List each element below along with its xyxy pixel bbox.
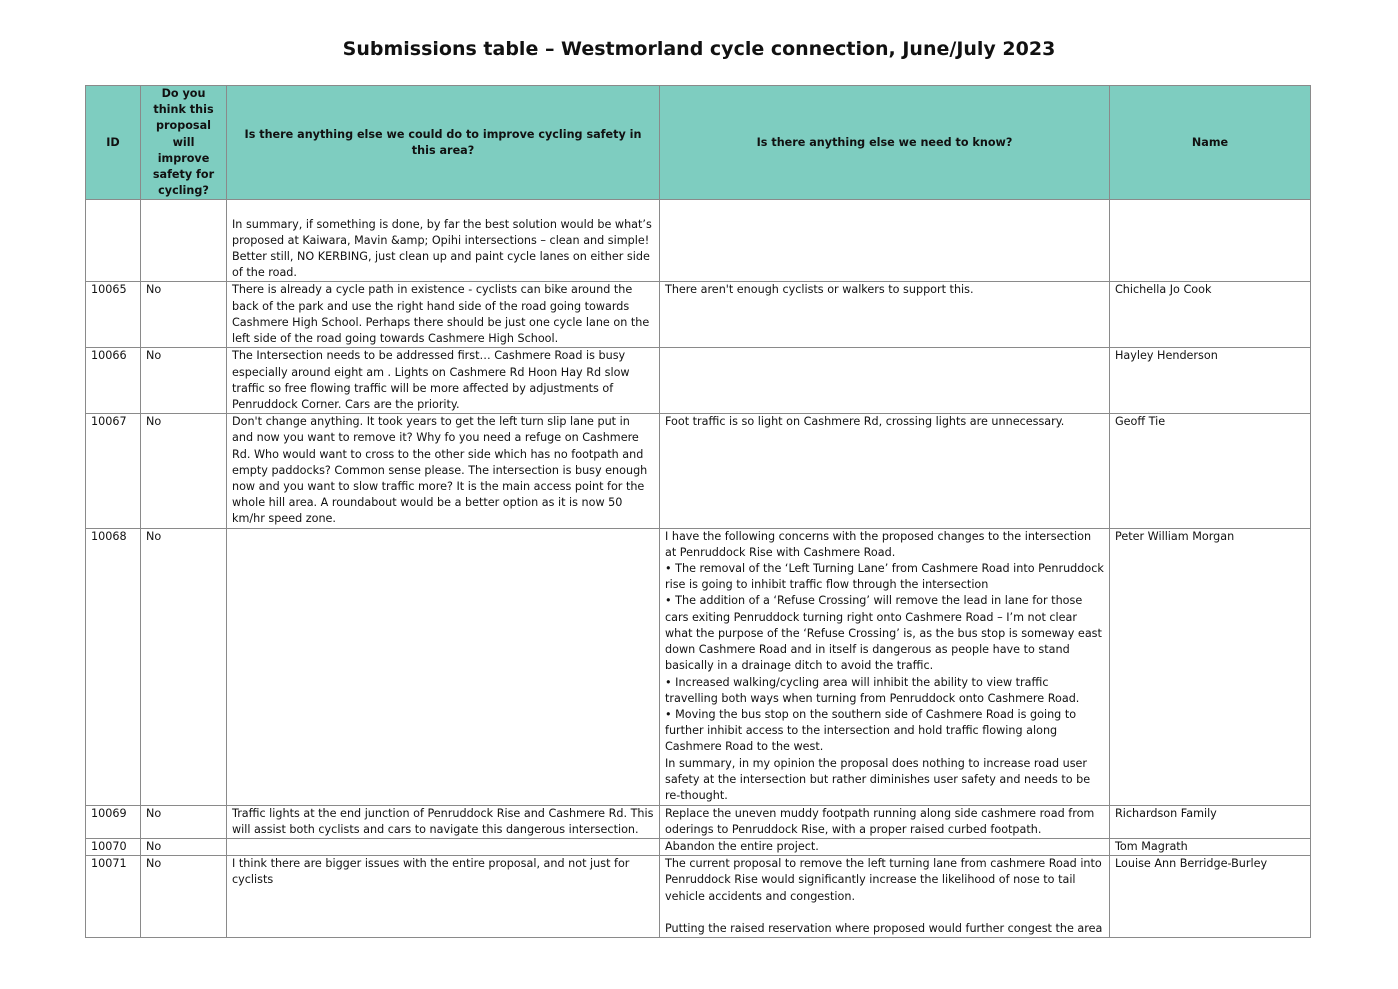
cell-improve-safety: No [141, 805, 227, 838]
cell-name: Peter William Morgan [1110, 528, 1311, 805]
table-row [86, 856, 1311, 938]
table-row [86, 414, 1311, 528]
cell-id: 10071 [86, 856, 141, 938]
cell-improve-cycling: There is already a cycle path in existence - cyclists can bike around the back of the park and use the right hand side of the road going towards Cashmere High School. Perhaps there should be just one cycle lane on the left side of the road going towards Cashmere High School. [227, 282, 660, 348]
cell-id: 10066 [86, 348, 141, 414]
cell-improve-cycling: In summary, if something is done, by far the best solution would be what’s proposed at Kaiwara, Mavin &amp; Opihi intersections – clean and simple! Better still, NO KERBING, just clean up and paint cycle lanes on either side of the road. [227, 200, 660, 282]
cell-improve-safety: No [141, 856, 227, 938]
cell-improve-safety: No [141, 282, 227, 348]
table-row [86, 805, 1311, 838]
page-title: Submissions table – Westmorland cycle connection, June/July 2023 [342, 38, 1056, 60]
column-header-need-to-know: Is there anything else we need to know? [660, 86, 1110, 200]
cell-improve-safety: No [141, 528, 227, 805]
cell-name: Hayley Henderson [1110, 348, 1311, 414]
table-row [86, 528, 1311, 805]
cell-improve-safety: No [141, 414, 227, 528]
cell-name: Tom Magrath [1110, 839, 1311, 856]
cell-improve-cycling [227, 839, 660, 856]
table-header-row [86, 86, 1311, 200]
cell-need-to-know: Replace the uneven muddy footpath running along side cashmere road from oderings to Penruddock Rise, with a proper raised curbed footpath. [660, 805, 1110, 838]
cell-id: 10065 [86, 282, 141, 348]
column-header-name: Name [1110, 86, 1311, 200]
cell-id: 10068 [86, 528, 141, 805]
cell-improve-safety [141, 200, 227, 282]
cell-improve-safety: No [141, 839, 227, 856]
cell-improve-cycling: Don't change anything. It took years to get the left turn slip lane put in and now you want to remove it? Why fo you need a refuge on Cashmere Rd. Who would want to cross to the other side which has no footpath and empty paddocks? Common sense please. The intersection is busy enough now and you want to slow traffic more? It is the main access point for the whole hill area. A roundabout would be a better option as it is now 50 km/hr speed zone. [227, 414, 660, 528]
cell-improve-cycling: I think there are bigger issues with the entire proposal, and not just for cyclists [227, 856, 660, 938]
cell-name: Louise Ann Berridge-Burley [1110, 856, 1311, 938]
cell-id: 10070 [86, 839, 141, 856]
cell-name: Chichella Jo Cook [1110, 282, 1311, 348]
cell-improve-cycling: Traffic lights at the end junction of Penruddock Rise and Cashmere Rd. This will assist both cyclists and cars to navigate this dangerous intersection. [227, 805, 660, 838]
cell-need-to-know [660, 348, 1110, 414]
table-row [86, 348, 1311, 414]
table-row [86, 282, 1311, 348]
table-row [86, 200, 1311, 282]
cell-need-to-know: Abandon the entire project. [660, 839, 1110, 856]
cell-need-to-know: The current proposal to remove the left turning lane from cashmere Road into Penruddock Rise would significantly increase the likelihood of nose to tail vehicle accidents and congestion. Putting the raised reservation where proposed would further congest the area [660, 856, 1110, 938]
column-header-improve-safety: Do you think this proposal will improve safety for cycling? [141, 86, 227, 200]
submissions-table [85, 85, 1311, 938]
cell-id: 10069 [86, 805, 141, 838]
cell-name: Richardson Family [1110, 805, 1311, 838]
cell-need-to-know [660, 200, 1110, 282]
cell-name [1110, 200, 1311, 282]
cell-improve-safety: No [141, 348, 227, 414]
cell-need-to-know: Foot traffic is so light on Cashmere Rd, crossing lights are unnecessary. [660, 414, 1110, 528]
cell-improve-cycling [227, 528, 660, 805]
column-header-improve-cycling: Is there anything else we could do to improve cycling safety in this area? [227, 86, 660, 200]
table-row [86, 839, 1311, 856]
cell-id [86, 200, 141, 282]
column-header-id: ID [86, 86, 141, 200]
cell-need-to-know: I have the following concerns with the proposed changes to the intersection at Penruddock Rise with Cashmere Road. • The removal of the ‘Left Turning Lane’ from Cashmere Road into Penruddock rise is going to inhibit traffic flow through the intersection • The addition of a ‘Refuse Crossing’ will remove the lead in lane for those cars exiting Penruddock turning right onto Cashmere Road – I’m not clear what the purpose of the ‘Refuse Crossing’ is, as the bus stop is someway east down Cashmere Road and in itself is dangerous as people have to stand basically in a drainage ditch to avoid the traffic. • Increased walking/cycling area will inhibit the ability to view traffic travelling both ways when turning from Penruddock onto Cashmere Road. • Moving the bus stop on the southern side of Cashmere Road is going to further inhibit access to the intersection and hold traffic flowing along Cashmere Road to the west. In summary, in my opinion the proposal does nothing to increase road user safety at the intersection but rather diminishes user safety and needs to be re-thought. [660, 528, 1110, 805]
cell-id: 10067 [86, 414, 141, 528]
cell-need-to-know: There aren't enough cyclists or walkers to support this. [660, 282, 1110, 348]
cell-name: Geoff Tie [1110, 414, 1311, 528]
cell-improve-cycling: The Intersection needs to be addressed first… Cashmere Road is busy especially around eight am . Lights on Cashmere Rd Hoon Hay Rd slow traffic so free flowing traffic will be more affected by adjustments of Penruddock Corner. Cars are the priority. [227, 348, 660, 414]
